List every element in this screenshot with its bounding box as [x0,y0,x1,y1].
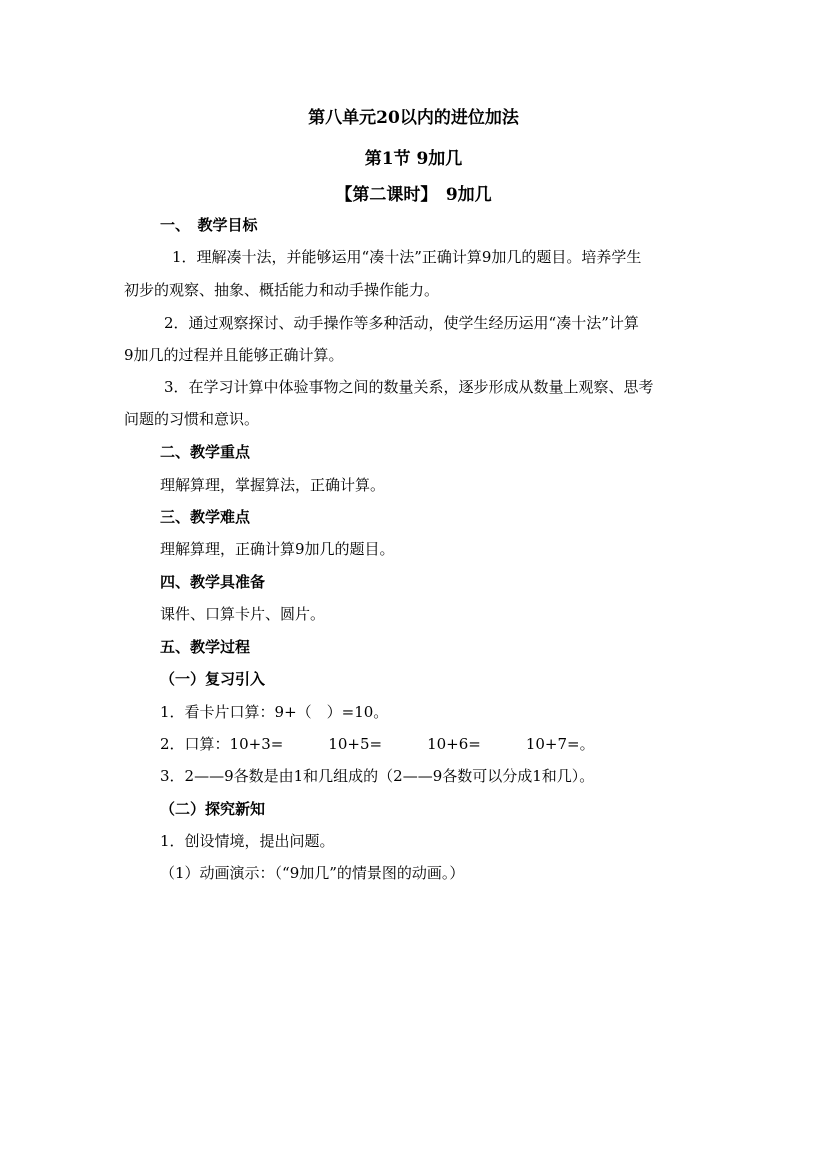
lesson-title: 【第二课时】 9加几 [335,185,492,205]
objective-2-line-2: 9加几的过程并且能够正确计算。 [124,346,344,364]
key-points-heading: 二、教学重点 [160,443,251,461]
explore-item-1: 1．创设情境，提出问题。 [160,832,335,850]
objective-2-line-1: 2．通过观察探讨、动手操作等多种活动，使学生经历运用“凑十法”计算 [164,314,639,332]
key-points-text: 理解算理，掌握算法，正确计算。 [160,476,386,494]
objective-1-line-1: 1．理解凑十法，并能够运用“凑十法”正确计算9加几的题目。培养学生 [172,248,642,266]
process-heading: 五、教学过程 [160,638,251,656]
difficulties-heading: 三、教学难点 [160,508,251,526]
review-heading: （一）复习引入 [160,670,266,688]
section-title: 第1节 9加几 [364,149,463,169]
review-item-1: 1．看卡片口算：9+（ ）=10。 [160,703,389,721]
review-item-2: 2．口算：10+3= 10+5= 10+6= 10+7=。 [160,735,595,753]
difficulties-text: 理解算理，正确计算9加几的题目。 [160,540,395,558]
materials-heading: 四、教学具准备 [160,573,266,591]
explore-item-2: （1）动画演示：（“9加几”的情景图的动画。） [160,864,465,882]
objective-3-line-1: 3．在学习计算中体验事物之间的数量关系，逐步形成从数量上观察、思考 [164,378,654,396]
unit-title: 第八单元20以内的进位加法 [308,108,519,128]
explore-heading: （二）探究新知 [160,800,266,818]
materials-text: 课件、口算卡片、圆片。 [160,605,326,623]
review-item-3: 3．2——9各数是由1和几组成的（2——9各数可以分成1和几）。 [160,767,595,785]
objective-3-line-2: 问题的习惯和意识。 [124,410,260,428]
objective-1-line-2: 初步的观察、抽象、概括能力和动手操作能力。 [124,281,440,299]
objectives-heading: 一、 教学目标 [160,216,258,234]
